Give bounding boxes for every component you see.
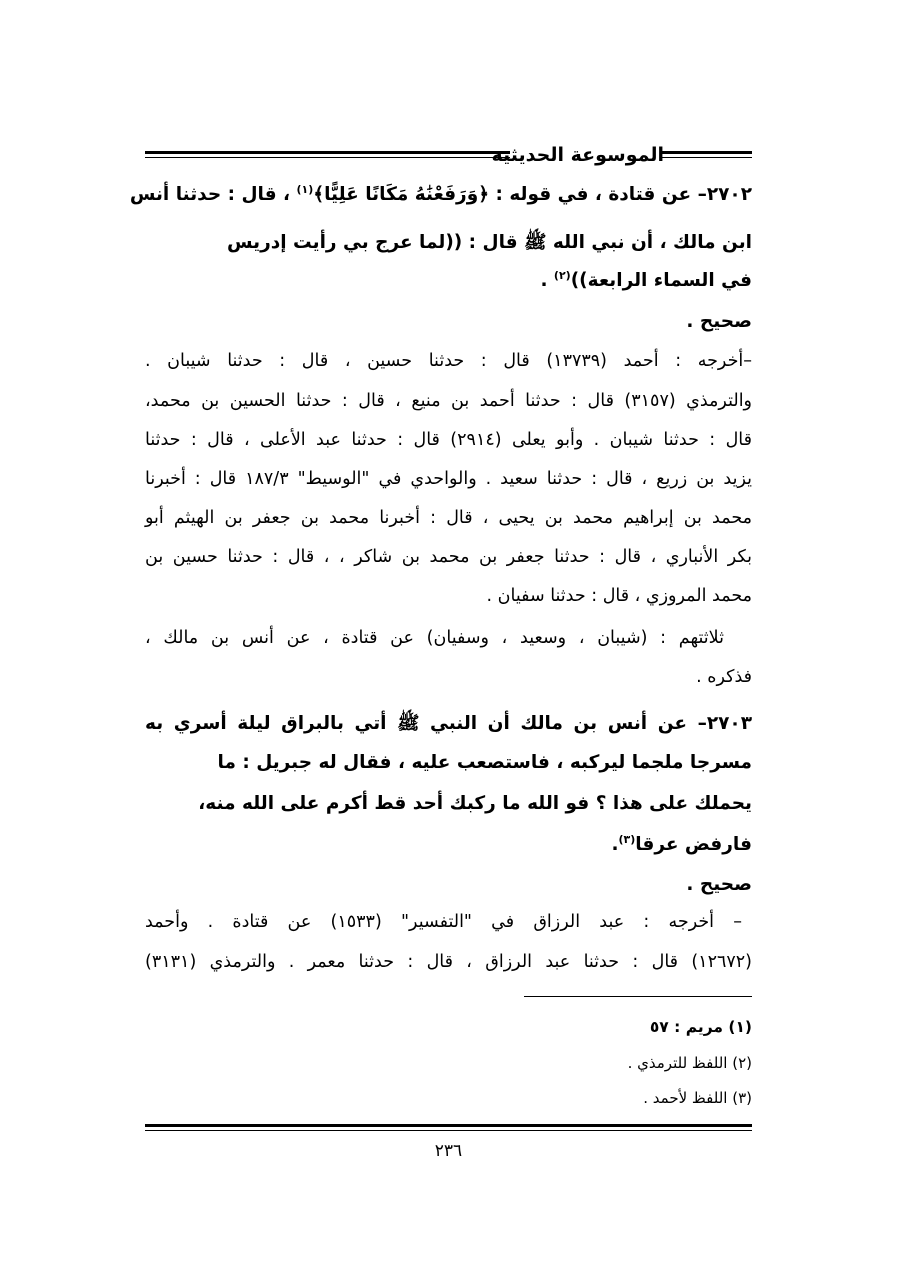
takhrij-2702-line-5: محمد بن إبراهيم محمد بن يحيى ، قال : أخبرنا محمد بن جعفر بن الهيثم أبو: [145, 508, 752, 528]
takhrij-2702-line-2: والترمذي (٣١٥٧) قال : حدثنا أحمد بن منيع ، قال : حدثنا الحسين بن محمد،: [145, 391, 753, 411]
footnote-1: (١) مريم : ٥٧: [649, 1018, 752, 1036]
hadith-2703-line-4: [263, 826, 752, 864]
header-rule-right-bottom: [660, 157, 752, 158]
hadith-2702-line-3: [263, 262, 752, 300]
running-header: [145, 140, 752, 170]
takhrij-2703-line-2: (١٢٦٧٢) قال : حدثنا عبد الرزاق ، قال : حدثنا معمر . والترمذي (٣١٣١): [145, 952, 752, 972]
header-title: الموسوعة الحديثية: [491, 144, 664, 166]
takhrij-2702-summary-line-1: ثلاثتهم : (شيبان ، وسعيد ، وسفيان) عن قتادة ، عن أنس بن مالك ،: [145, 628, 724, 648]
takhrij-2702-summary-line-2: فذكره .: [696, 667, 752, 687]
hadith-2702-line-1-text-a: ٢٧٠٢– عن قتادة ، في قوله : ﴿وَرَفَعْنَٰهُ مَكَانًا عَلِيًّا﴾: [313, 184, 752, 205]
footnote-ref-3: (٣): [618, 832, 636, 846]
footnote-ref-1: (١): [296, 182, 314, 196]
footer-rule-top: [145, 1124, 752, 1127]
header-rule-left-bottom: [145, 157, 510, 158]
book-page: [129, 0, 753, 1273]
hadith-2703-line-4-text-a: فارفض عرقا: [635, 834, 752, 855]
takhrij-2702-line-7: محمد المروزي ، قال : حدثنا سفيان .: [486, 586, 752, 606]
hadith-2703-line-2: مسرجا ملجما ليركبه ، فاستصعب عليه ، فقال له جبريل : ما: [217, 752, 752, 773]
takhrij-2702-line-1: –أخرجه : أحمد (١٣٧٣٩) قال : حدثنا حسين ، قال : حدثنا شيبان .: [145, 351, 752, 371]
takhrij-2703-line-1: – أخرجه : عبد الرزاق في "التفسير" (١٥٣٣) عن قتادة . وأحمد: [145, 912, 742, 932]
footnote-3: (٣) اللفظ لأحمد .: [643, 1089, 752, 1107]
header-rule-right-top: [660, 151, 752, 154]
hadith-2702-line-3-text-a: في السماء الرابعة)): [570, 270, 752, 291]
hadith-2702-line-2: ابن مالك ، أن نبي الله ﷺ قال : ((لما عرج بي رأيت إدريس: [227, 232, 752, 253]
takhrij-2702-line-4: يزيد بن زريع ، قال : حدثنا سعيد . والواحدي في "الوسيط" ١٨٧/٣ قال : أخبرنا: [145, 469, 752, 489]
hadith-2703-line-1: ٢٧٠٣– عن أنس بن مالك أن النبي ﷺ أتي بالبراق ليلة أسري به: [145, 713, 752, 734]
footer-rule-bottom: [145, 1130, 752, 1131]
hadith-2702-line-3-text-b: .: [540, 270, 554, 291]
hadith-2702-line-1-text-b: ، قال : حدثنا أنس: [129, 184, 297, 205]
hadith-2703-line-4-text-b: .: [611, 834, 619, 855]
footnote-separator: [524, 996, 752, 997]
hadith-2703-grade: صحيح .: [686, 874, 752, 895]
hadith-2702-line-1: [129, 176, 752, 214]
footnote-ref-2: (٢): [553, 268, 571, 282]
header-rule-left-top: [145, 151, 510, 154]
footnote-2: (٢) اللفظ للترمذي .: [627, 1054, 752, 1072]
hadith-2702-grade: صحيح .: [686, 311, 752, 332]
page-number: ٢٣٦: [434, 1141, 463, 1161]
takhrij-2702-line-6: بكر الأنباري ، قال : حدثنا جعفر بن محمد بن شاكر ، ، قال : حدثنا حسين بن: [145, 547, 752, 567]
hadith-2703-line-3: يحملك على هذا ؟ فو الله ما ركبك أحد قط أكرم على الله منه،: [198, 793, 752, 814]
takhrij-2702-line-3: قال : حدثنا شيبان . وأبو يعلى (٢٩١٤) قال : حدثنا عبد الأعلى ، قال : حدثنا: [145, 430, 752, 450]
